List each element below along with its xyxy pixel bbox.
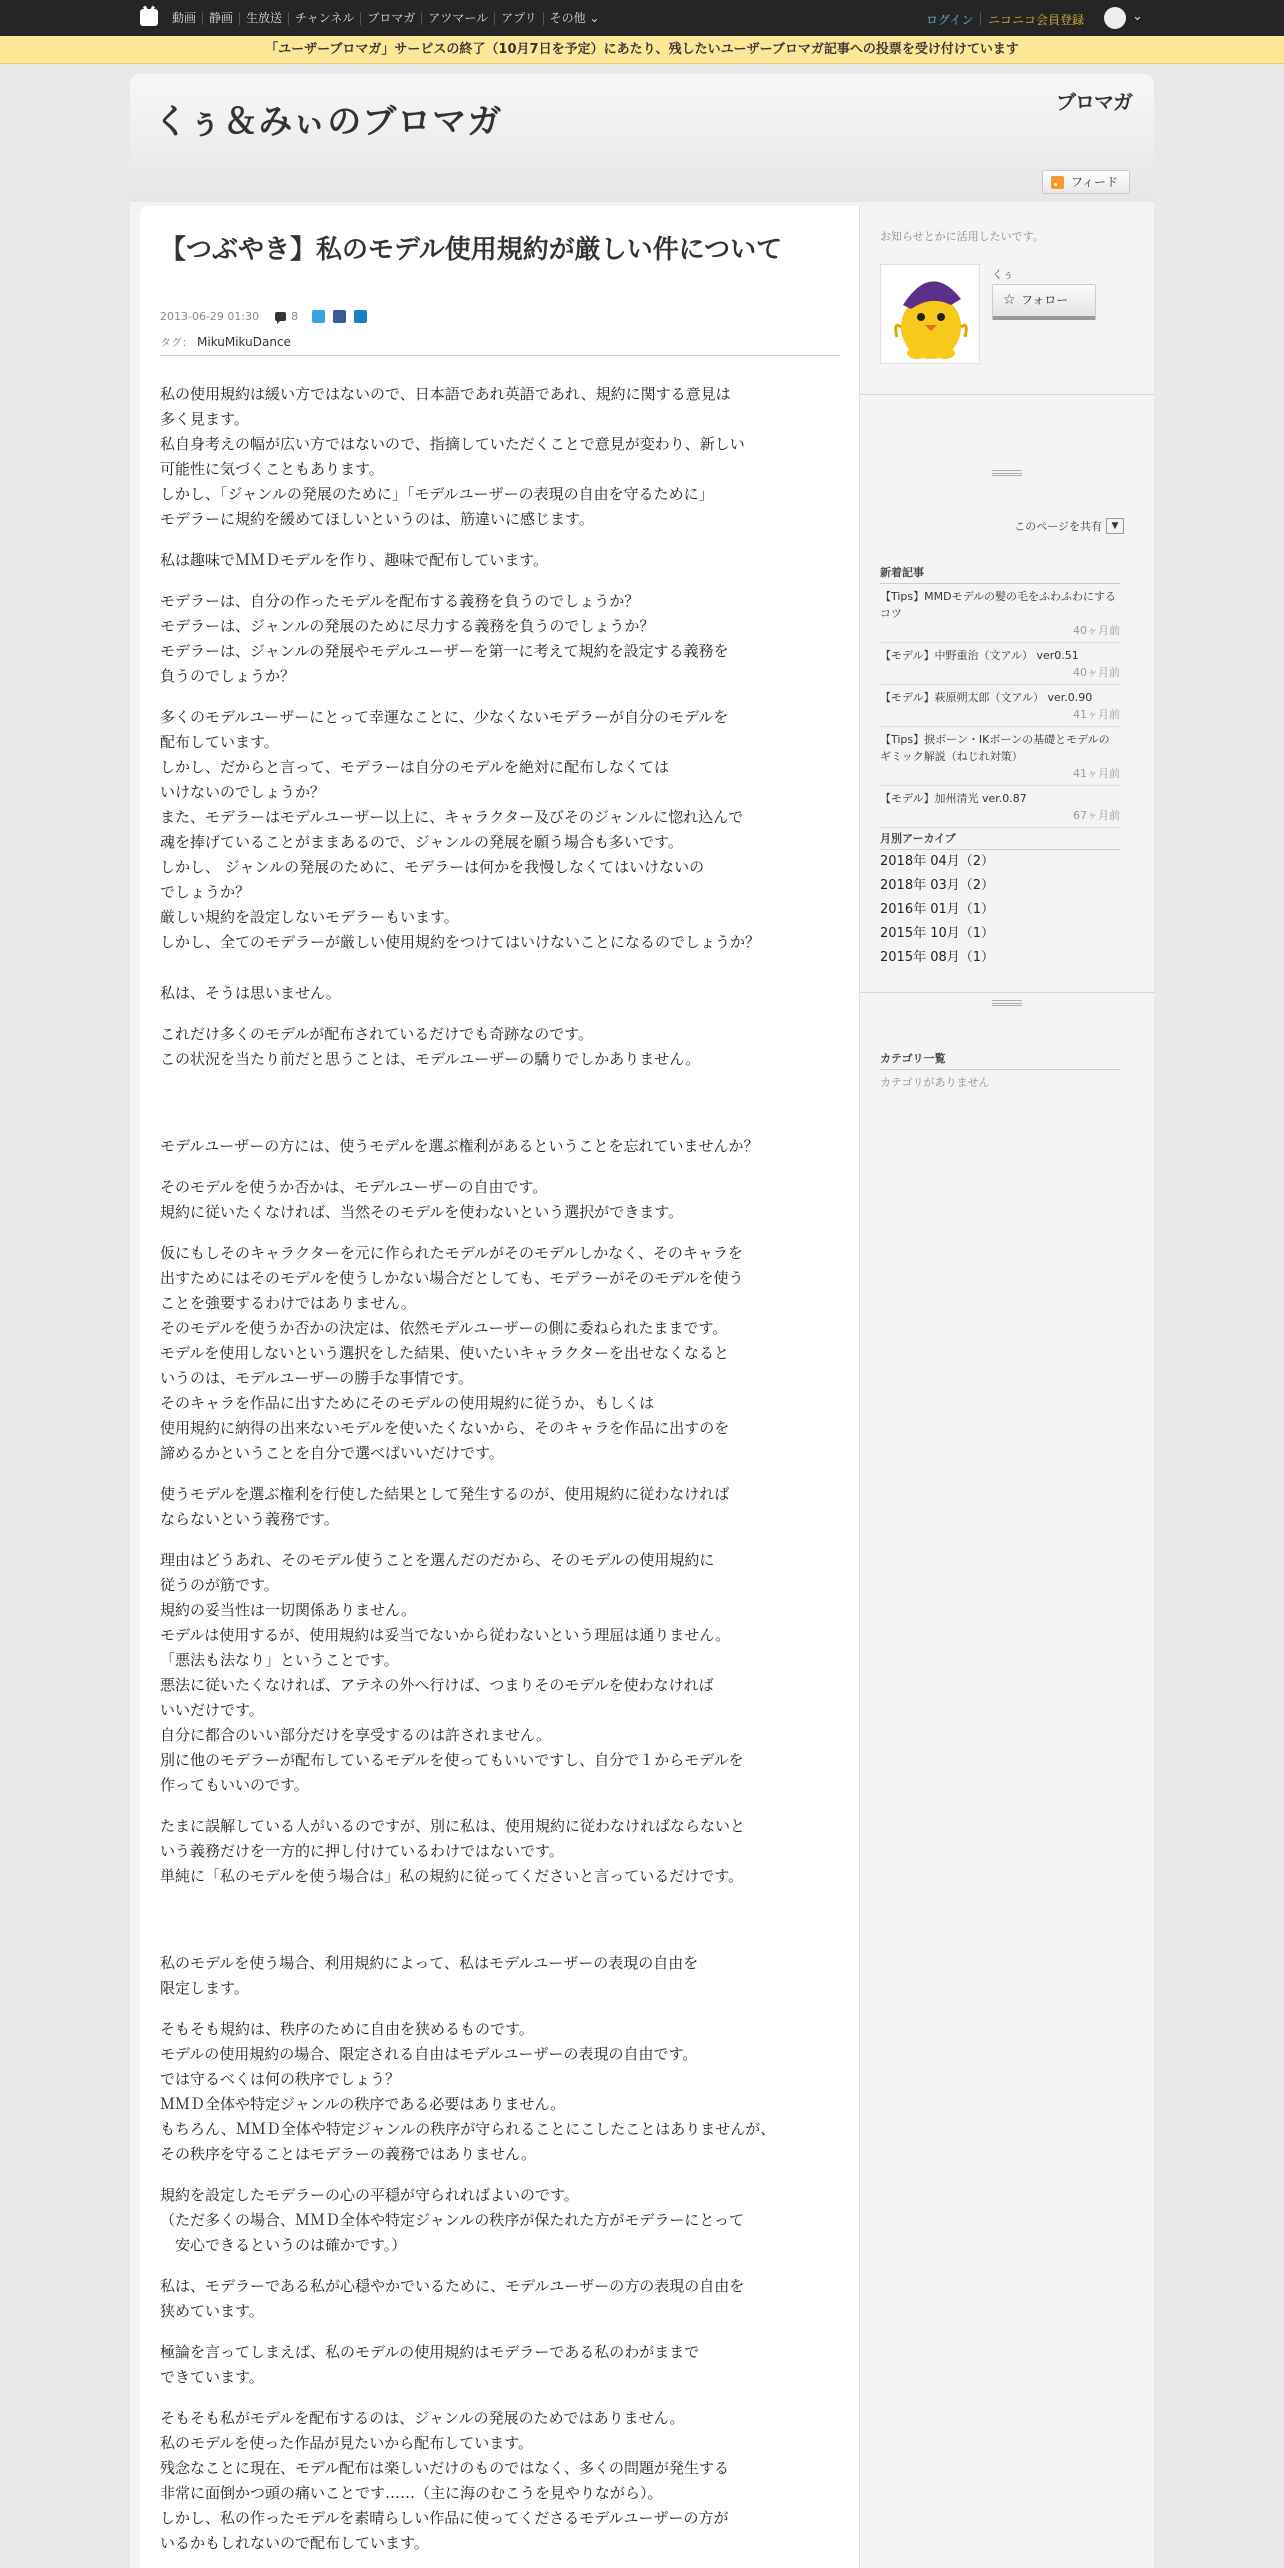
nav-item-seiga[interactable]: 静画 — [202, 12, 239, 25]
comment-count[interactable]: 8 — [291, 310, 299, 323]
spacer — [160, 971, 840, 981]
paragraph: 私は、そうは思いません。 — [160, 984, 341, 1002]
spacer — [160, 1088, 840, 1134]
star-icon: ☆ — [1003, 292, 1016, 308]
paragraph: モデルユーザーの方には、使うモデルを選ぶ権利があるということを忘れていませんか？ — [160, 1137, 759, 1155]
recent-item-title[interactable]: 【モデル】中野重治（文アル） ver0.51 — [880, 649, 1079, 662]
blog-wrapper — [130, 74, 1154, 2568]
register-link[interactable]: ニコニコ会員登録 — [988, 13, 1085, 27]
profile-avatar[interactable] — [880, 264, 980, 364]
paragraph: たまに誤解している人がいるのですが、別に私は、使用規約に従わなければならないと いう義務だけを一方的に押し付けているわけではないです。 単純に「私のモデルを使う場合は」私の規約に従ってくださいと言っているだけです。 — [160, 1817, 746, 1885]
archive-item[interactable]: 2018年 03月（2） — [880, 878, 995, 893]
recent-item[interactable] — [880, 643, 1120, 685]
paragraph: 規約を設定したモデラーの心の平穏が守られればよいのです。 （ただ多くの場合、ＭＭＤ全体や特定ジャンルの秩序が保たれた方がモデラーにとって 安心できるというのは確かです。） — [160, 2186, 745, 2254]
chick-character-icon — [881, 265, 980, 364]
paragraph: そのモデルを使うか否かは、モデルユーザーの自由です。 規約に従いたくなければ、当然そのモデルを使わないという選択ができます。 — [160, 1178, 684, 1221]
paragraph: 私は趣味でＭＭＤモデルを作り、趣味で配布しています。 — [160, 551, 549, 569]
blomaga-logo[interactable]: ブロマガ — [1056, 90, 1132, 114]
comment-icon[interactable] — [275, 312, 286, 321]
article-title[interactable]: 【つぶやき】私のモデル使用規約が厳しい件について — [160, 235, 783, 265]
share-page[interactable] — [1014, 518, 1124, 534]
sidebar-divider — [860, 992, 1154, 993]
paragraph: モデラーは、自分の作ったモデルを配布する義務を負うのでしょうか？ モデラーは、ジャンルの発展のために尽力する義務を負うのでしょうか？ モデラーは、ジャンルの発展やモデルユーザーを第一に考えて規約を設定する義務を 負うのでしょうか？ — [160, 592, 729, 685]
blog-header — [130, 74, 1154, 202]
recent-item-title[interactable]: 【Tips】MMDモデルの髪の毛をふわふわにするコツ — [880, 590, 1117, 620]
rss-icon — [1051, 176, 1064, 189]
archive-item[interactable]: 2015年 08月（1） — [880, 950, 995, 965]
archive-title: 月別アーカイブ — [880, 830, 1120, 850]
nav-separator — [980, 12, 981, 25]
spacer — [160, 1905, 840, 1951]
article-body — [160, 382, 840, 2568]
login-link[interactable]: ログイン — [926, 13, 974, 27]
paragraph: そもそも私がモデルを配布するのは、ジャンルの発展のためではありません。 私のモデルを使った作品が見たいから配布しています。 残念なことに現在、モデル配布は楽しいだけのものではなく、多くの問題が発生する 非常に面倒かつ頭の痛いことです……（主に海のむこうを見やりながら）。 しかし、私の作ったモデルを素晴らしい作品に使ってくださるモデルユーザーの方が いるかもしれないので配布しています。 — [160, 2409, 729, 2552]
recent-item[interactable] — [880, 727, 1120, 786]
article-main — [140, 206, 860, 2568]
tag-link[interactable]: MikuMikuDance — [197, 335, 291, 349]
recent-item-ago: 41ヶ月前 — [1073, 708, 1120, 721]
tag-label: タグ： — [160, 336, 193, 349]
sidebar-note: お知らせとかに活用したいです。 — [880, 230, 1044, 243]
twitter-icon[interactable] — [312, 310, 325, 323]
niconico-logo-icon[interactable] — [140, 9, 158, 26]
archive-item[interactable]: 2018年 04月（2） — [880, 854, 995, 869]
recent-item[interactable] — [880, 786, 1120, 828]
nav-item-other[interactable]: その他 ⌄ — [543, 12, 606, 25]
nav-item-video[interactable]: 動画 — [172, 10, 197, 25]
paragraph: そもそも規約は、秩序のために自由を狭めるものです。 モデルの使用規約の場合、限定される自由はモデルユーザーの表現の自由です。 では守るべくは何の秩序でしょう？ ＭＭＤ全体や特定ジャンルの秩序である必要はありません。 もちろん、ＭＭＤ全体や特定ジャンルの秩序が守られることにこしたことはありませんが、 その秩序を守ることはモデラーの義務ではありません。 — [160, 2020, 776, 2163]
user-avatar-icon[interactable] — [1104, 7, 1126, 29]
recent-item-ago: 40ヶ月前 — [1073, 624, 1120, 637]
archive-list — [880, 850, 1120, 970]
nav-item-app[interactable]: アプリ — [494, 12, 543, 25]
blog-title[interactable]: くぅ＆みぃのブロマガ — [154, 102, 503, 142]
grip-icon — [992, 1000, 1022, 1006]
chevron-down-icon[interactable]: ⌄ — [1132, 9, 1143, 24]
article-date: 2013-06-29 01:30 — [160, 310, 260, 323]
archive-item[interactable]: 2016年 01月（1） — [880, 902, 995, 917]
recent-list — [880, 584, 1120, 828]
profile-name[interactable]: くぅ — [992, 268, 1014, 281]
paragraph: 極論を言ってしまえば、私のモデルの使用規約はモデラーである私のわがままで できています。 — [160, 2343, 700, 2386]
nav-item-live[interactable]: 生放送 — [239, 12, 288, 25]
article-tags — [160, 334, 840, 356]
sidebar-divider — [860, 394, 1154, 395]
paragraph: 私は、モデラーである私が心穏やかでいるために、モデルユーザーの方の表現の自由を 狭めています。 — [160, 2277, 745, 2320]
follow-button[interactable] — [992, 284, 1096, 320]
feed-label: フィード — [1071, 175, 1119, 189]
recent-item-ago: 41ヶ月前 — [1073, 767, 1120, 780]
hatena-bookmark-icon[interactable] — [354, 310, 367, 323]
recent-item[interactable] — [880, 584, 1120, 643]
recent-item-ago: 67ヶ月前 — [1073, 809, 1120, 822]
paragraph: 私の使用規約は緩い方ではないので、日本語であれ英語であれ、規約に関する意見は 多く見ます。 私自身考えの幅が広い方ではないので、指摘していただくことで意見が変わり、新しい 可能性に気づくこともあります。 しかし、「ジャンルの発展のために」「モデルユーザーの表現の自由を守るために」 モデラーに規約を緩めてほしいというのは、筋違いに感じます。 — [160, 385, 745, 528]
nav-item-atsumaru[interactable]: アツマール — [421, 12, 494, 25]
recent-item-ago: 40ヶ月前 — [1073, 666, 1120, 679]
category-title: カテゴリ一覧 — [880, 1050, 1120, 1070]
recent-item-title[interactable]: 【モデル】加州清光 ver.0.87 — [880, 792, 1027, 805]
facebook-icon[interactable] — [333, 310, 346, 323]
sidebar — [860, 206, 1154, 2568]
global-nav-menu — [166, 0, 606, 36]
paragraph: 多くのモデルユーザーにとって幸運なことに、少なくないモデラーが自分のモデルを 配布しています。 しかし、だからと言って、モデラーは自分のモデルを絶対に配布しなくては いけないのでしょうか？ また、モデラーはモデルユーザー以上に、キャラクター及びそのジャンルに惚れ込んで 魂を捧げていることがままあるので、ジャンルの発展を願う場合も多いです。 しかし、 ジャンルの発展のために、モデラーは何かを我慢しなくてはいけないの でしょうか？ 厳しい規約を設定しないモデラーもいます。 しかし、全てのモデラーが厳しい使用規約をつけてはいけないことになるのでしょうか？ — [160, 708, 761, 951]
share-page-label: このページを共有 — [1014, 520, 1102, 533]
recent-item[interactable] — [880, 685, 1120, 727]
share-dropdown-icon[interactable]: ▼ — [1106, 518, 1124, 534]
paragraph: これだけ多くのモデルが配布されているだけでも奇跡なのです。 この状況を当たり前だと思うことは、モデルユーザーの驕りでしかありません。 — [160, 1025, 701, 1068]
recent-item-title[interactable]: 【モデル】萩原朔太郎（文アル） ver.0.90 — [880, 691, 1093, 704]
paragraph: 使うモデルを選ぶ権利を行使した結果として発生するのが、使用規約に従わなければ ならないという義務です。 — [160, 1485, 730, 1528]
category-empty: カテゴリがありません — [880, 1076, 990, 1089]
global-nav — [0, 0, 1284, 36]
nav-item-blomaga[interactable]: ブロマガ — [360, 12, 421, 25]
article-meta — [160, 310, 367, 323]
feed-button[interactable] — [1042, 170, 1130, 194]
grip-icon — [992, 470, 1022, 476]
paragraph: 仮にもしそのキャラクターを元に作られたモデルがそのモデルしかなく、そのキャラを 出すためにはそのモデルを使うしかない場合だとしても、モデラーがそのモデルを使う ことを強要するわけではありません。 そのモデルを使うか否かの決定は、依然モデルユーザーの側に委ねられたままです。 モデルを使用しないという選択をした結果、使いたいキャラクターを出せなくなると いうのは、モデルユーザーの勝手な事情です。 そのキャラを作品に出すためにそのモデルの使用規約に従うか、もしくは 使用規約に納得の出来ないモデルを使いたくないから、そのキャラを作品に出すのを 諦めるかということを自分で選べばいいだけです。 — [160, 1244, 744, 1462]
paragraph: 私のモデルを使う場合、利用規約によって、私はモデルユーザーの表現の自由を 限定します。 — [160, 1954, 699, 1997]
recent-title: 新着記事 — [880, 564, 1120, 584]
follow-label: フォロー — [1021, 293, 1069, 307]
paragraph: 理由はどうあれ、そのモデル使うことを選んだのだから、そのモデルの使用規約に 従うのが筋です。 規約の妥当性は一切関係ありません。 モデルは使用するが、使用規約は妥当でないから従わないという理屈は通りません。 「悪法も法なり」ということです。 悪法に従いたくなければ、アテネの外へ行けば、つまりそのモデルを使わなければ いいだけです。 自分に都合のいい部分だけを享受するのは許されません。 別に他のモデラーが配布しているモデルを使ってもいいですし、自分で１からモデルを 作ってもいいのです。 — [160, 1551, 744, 1794]
archive-item[interactable]: 2015年 10月（1） — [880, 926, 995, 941]
recent-item-title[interactable]: 【Tips】捩ボーン・IKボーンの基礎とモデルのギミック解説（ねじれ対策） — [880, 733, 1110, 763]
nav-item-channel[interactable]: チャンネル — [288, 12, 360, 25]
service-end-notice[interactable]: 「ユーザーブロマガ」サービスの終了（10月7日を予定）にあたり、残したいユーザーブロマガ記事への投票を受け付けています — [0, 36, 1284, 64]
